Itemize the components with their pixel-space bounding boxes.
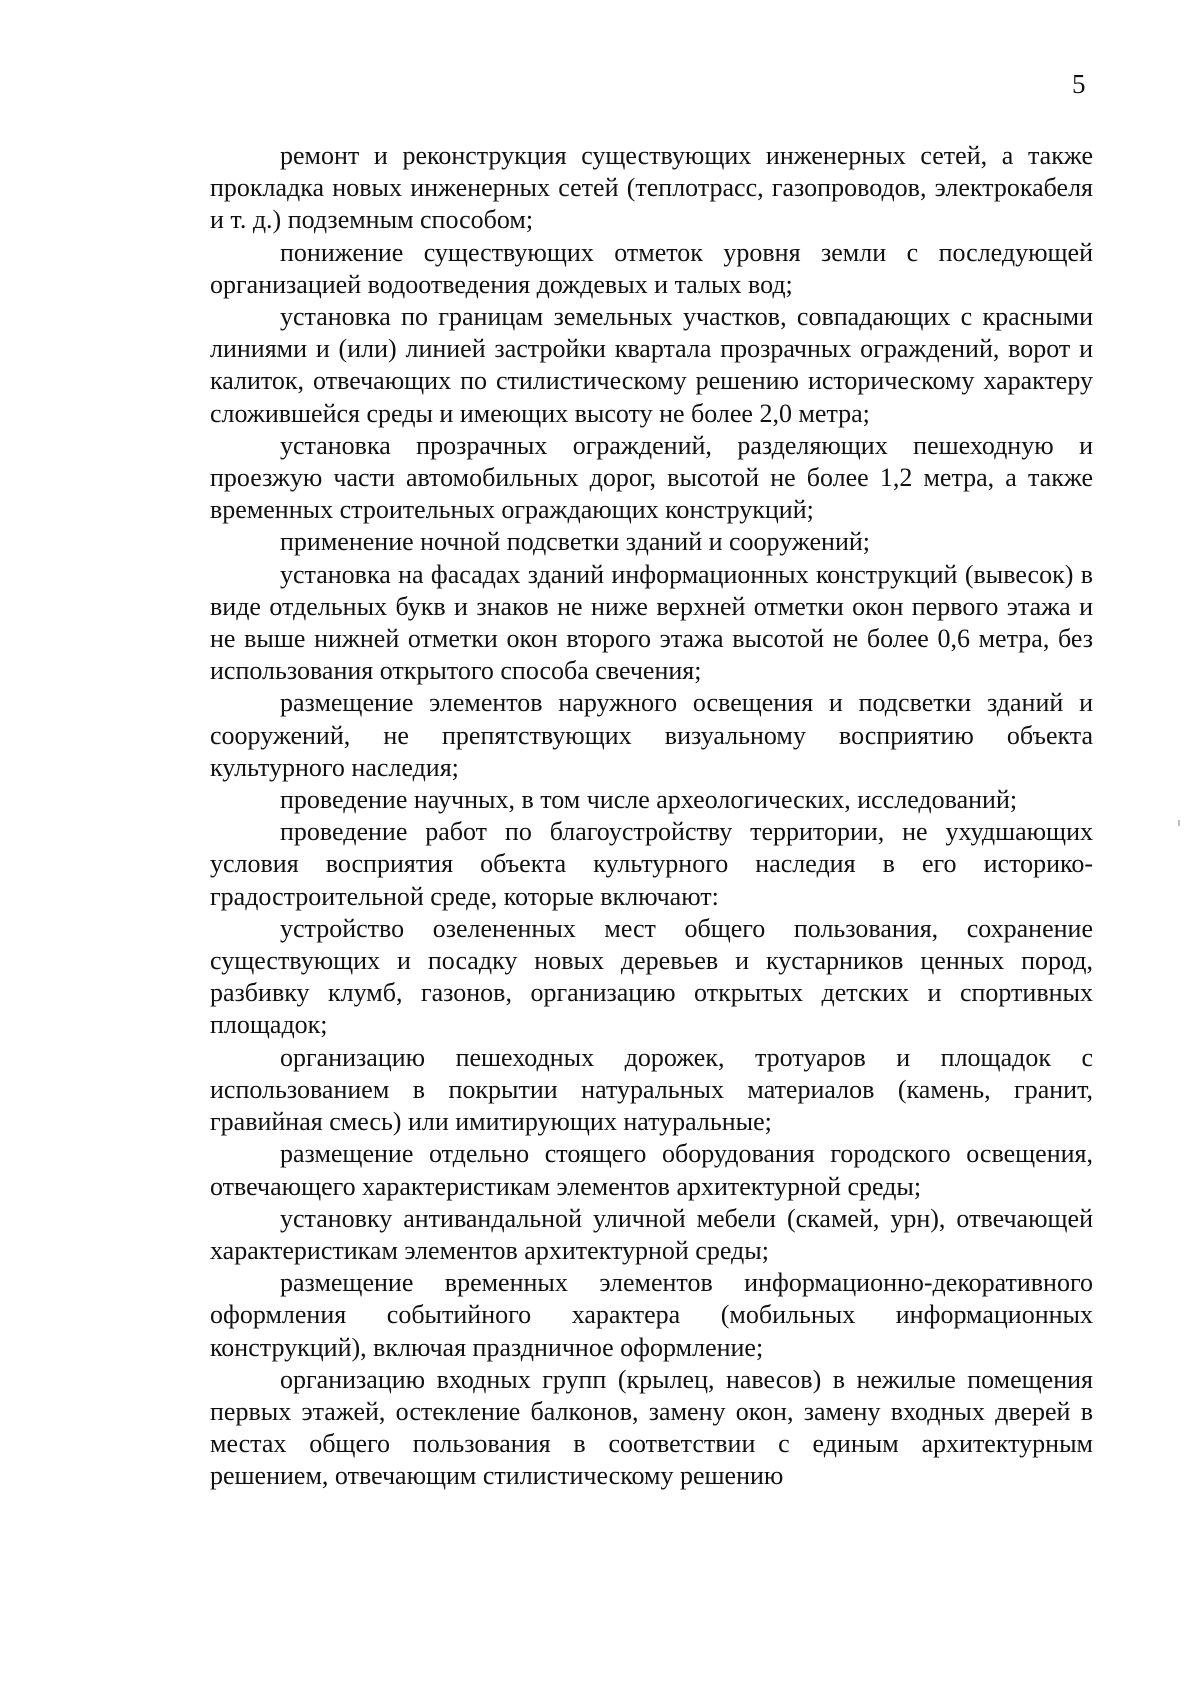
paragraph-boundary-fences: установка по границам земельных участков, совпадающих с красными линиями и (или) линией застройки квартала прозрачных ограждений, ворот и калиток, отвечающих по стилистическому решению историческому характеру сложившейся среды и имеющих высоту не более 2,0 метра; (210, 302, 1093, 428)
paragraph-road-fences: установка прозрачных ограждений, разделяющих пешеходную и проезжую части автомобильных дорог, высотой не более 1,2 метра, а также временных строительных ограждающих конструкций; (210, 430, 1093, 525)
paragraph-green-areas: устройство озелененных мест общего пользования, сохранение существующих и посадку новых деревьев и кустарников ценных пород, разбивку клумб, газонов, организацию открытых детских и спортивных площадок; (210, 913, 1093, 1040)
paragraph-entrance-groups: организацию входных групп (крылец, навесов) в нежилые помещения первых этажей, остекление балконов, замену окон, замену входных дверей в местах общего пользования в соответствии с единым архитектурным решением, отвечающим стилистическому решению (210, 1364, 1093, 1491)
paragraph-street-furniture: установку антивандальной уличной мебели (скамей, урн), отвечающей характеристикам элементов архитектурной среды; (210, 1203, 1093, 1265)
page-number: 5 (1072, 69, 1086, 99)
paragraph-landscaping: проведение работ по благоустройству территории, не ухудшающих условия восприятия объекта культурного наследия в его историко-градостроительной среде, которые включают: (210, 817, 1093, 911)
paragraph-walkways: организацию пешеходных дорожек, тротуаров и площадок с использованием в покрытии натуральных материалов (камень, гранит, гравийная смесь) или имитирующих натуральные; (210, 1042, 1093, 1137)
paragraph-ground-level: понижение существующих отметок уровня земли с последующей организацией водоотведения дождевых и талых вод; (210, 237, 1093, 299)
scan-speck (1178, 820, 1180, 826)
document-body (210, 140, 1093, 1493)
paragraph-decorations: размещение временных элементов информационно-декоративного оформления событийного характера (мобильных информационных конструкций), включая праздничное оформление; (210, 1268, 1093, 1362)
paragraph-street-lighting: размещение отдельно стоящего оборудования городского освещения, отвечающего характеристикам элементов архитектурной среды; (210, 1139, 1093, 1201)
paragraph-research: проведение научных, в том числе археологических, исследований; (280, 785, 1018, 815)
paragraph-night-lighting: применение ночной подсветки зданий и сооружений; (280, 527, 871, 557)
paragraph-outdoor-lighting: размещение элементов наружного освещения и подсветки зданий и сооружений, не препятствующих визуальному восприятию объекта культурного наследия; (210, 688, 1093, 782)
paragraph-engineering-networks: ремонт и реконструкция существующих инженерных сетей, а также прокладка новых инженерных сетей (теплотрасс, газопроводов, электрокабеля и т. д.) подземным способом; (210, 141, 1093, 235)
paragraph-facade-signs: установка на фасадах зданий информационных конструкций (вывесок) в виде отдельных букв и знаков не ниже верхней отметки окон первого этажа и не выше нижней отметки окон второго этажа высотой не более 0,6 метра, без использования открытого способа свечения; (210, 559, 1093, 686)
